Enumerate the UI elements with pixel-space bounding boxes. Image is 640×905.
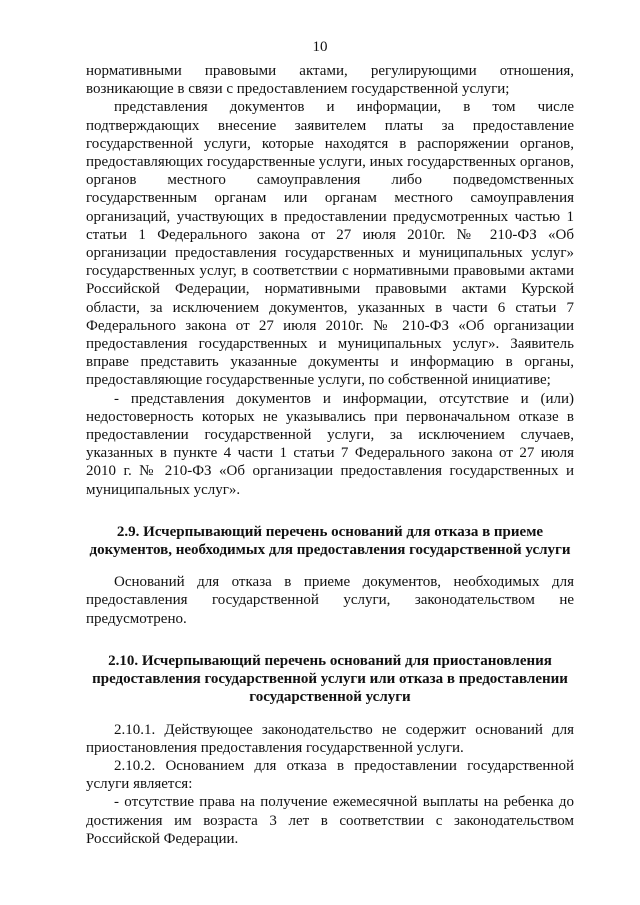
page-number: 10: [312, 39, 328, 55]
page-content: [86, 62, 574, 848]
spacer: [86, 559, 574, 573]
paragraph-legal-acts: нормативными правовыми актами, регулирующими отношения, возникающие в связи с предоставлением государственной услуги;: [86, 63, 574, 98]
section-2-10-2-list-item: - отсутствие права на получение ежемесячной выплаты на ребенка до достижения им возраста 3 лет в соответствии с законодательством Российской Федерации.: [86, 794, 574, 847]
paragraph-documents-absence: - представления документов и информации, отсутствие и (или) недостоверность которых не указывались при первоначальном отказе в предоставлении государственной услуги, за исключением случаев, указанных в пункте 4 части 1 статьи 7 Федерального закона от 27 июля 2010 г. № 210-ФЗ «Об организации предоставления государственных и муниципальных услуг».: [86, 390, 574, 498]
section-2-10-1-text: 2.10.1. Действующее законодательство не содержит оснований для приостановления предоставления государственной услуги.: [86, 721, 574, 756]
section-2-10-2-text: 2.10.2. Основанием для отказа в предоставлении государственной услуги является:: [86, 757, 574, 793]
spacer: [86, 628, 574, 652]
section-2-10-heading: 2.10. Исчерпывающий перечень оснований для приостановления предоставления государственной услуги или отказа в предоставлении государственной услуги: [92, 652, 568, 706]
spacer: [86, 499, 574, 523]
paragraph-documents-info: представления документов и информации, в том числе подтверждающих внесение заявителем платы за предоставление государственной услуги, которые находятся в распоряжении органов, предоставляющих государственные услуги, иных государственных органов, органов местного самоуправления либо подведомственных государственным органам или органам местного самоуправления организаций, участвующих в предоставлении предусмотренных частью 1 статьи 1 Федерального закона от 27 июля 2010г. № 210-ФЗ «Об организации предоставления государственных и муниципальных услуг» государственных услуг, в соответствии с нормативными правовыми актами Российской Федерации, нормативными правовыми актами Курской области, за исключением документов, указанных в части 6 статьи 7 Федерального закона от 27 июля 2010г. № 210-ФЗ «Об организации предоставления государственных и муниципальных услуг». Заявитель вправе представить указанные документы и информацию в органы, предоставляющие государственные услуги, по собственной инициативе;: [86, 99, 574, 389]
section-2-9-text: Оснований для отказа в приеме документов, необходимых для предоставления государственной услуги, законодательством не предусмотрено.: [86, 574, 574, 627]
section-2-9-heading: 2.9. Исчерпывающий перечень оснований для отказа в приеме документов, необходимых для предоставления государственной услуги: [89, 523, 571, 559]
spacer: [86, 707, 574, 721]
